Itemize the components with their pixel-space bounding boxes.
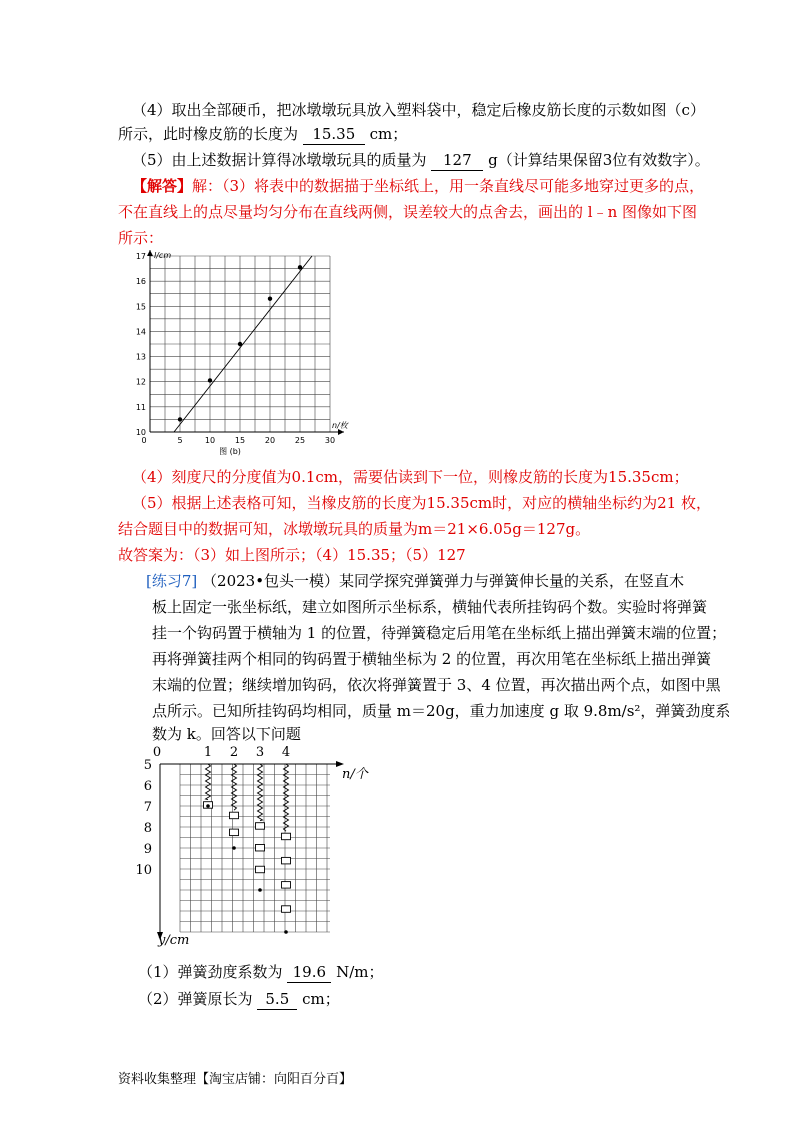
y-tick-label: 14 [135,327,146,337]
exercise-line5: 末端的位置；继续增加钩码，依次将弹簧置于 3、4 位置，再次描出两个点，如图中黑 [152,676,721,694]
data-point [178,417,182,421]
spring-graph [135,742,400,952]
data-point [238,342,242,346]
q5-line [132,150,710,171]
data-point [284,930,288,934]
exercise-text1: （2023•包头一模）某同学探究弹簧弹力与弹簧伸长量的关系，在竖直木 [202,572,685,590]
x-tick-label: 1 [203,745,213,760]
x-tick-label: 25 [294,436,306,445]
x-axis-label: n/枚 [332,421,348,430]
q5-pre: （5）由上述数据计算得冰墩墩玩具的质量为 [132,151,427,169]
weight-block [230,812,239,819]
y-tick-label: 9 [143,842,152,857]
y-tick-label: 17 [135,252,146,261]
weight-block [230,829,239,836]
x-tick-label: 20 [264,436,276,445]
exercise-line6: 点所示。已知所挂钩码均相同，质量 m＝20g，重力加速度 g 取 9.8m/s²，弹簧劲度系 [152,702,731,720]
y-tick-label: 5 [143,758,152,773]
spring [206,764,211,800]
weight-block [256,823,265,830]
weight-block [282,833,291,840]
weight-block [282,882,291,889]
y-tick-label: 10 [135,863,152,878]
answer-line: 故答案为：（3）如上图所示；（4）15.35；（5）127 [118,546,466,564]
spring [284,764,289,831]
data-point [232,846,236,850]
part2-answer: 5.5 [257,989,297,1010]
part2-pre: （2）弹簧原长为 [138,990,253,1008]
part1-post: N/m； [336,963,384,981]
x-tick-label: 3 [255,745,265,760]
exercise-line4: 再将弹簧挂两个相同的钩码置于横轴坐标为 2 的位置，再次用笔在坐标纸上描出弹簧 [152,650,712,668]
y-tick-label: 10 [135,428,146,437]
x-axis-label: n/个 [342,767,368,782]
solution-line2: 不在直线上的点尽量均匀分布在直线两侧，误差较大的点舍去，画出的 l﹣n 图像如下图 [118,203,697,221]
y-tick-label: 13 [135,352,146,362]
y-axis-arrow [147,250,153,256]
part1-pre: （1）弹簧劲度系数为 [138,963,283,981]
q4-line1: （4）取出全部硬币，把冰墩墩玩具放入塑料袋中，稳定后橡皮筋长度的示数如图（c） [132,101,705,119]
l-n-graph [128,250,368,465]
weight-block [282,857,291,864]
part2-line [138,989,340,1010]
x-tick-label: 4 [281,745,291,760]
exercise-line2: 板上固定一张坐标纸，建立如图所示坐标系，横轴代表所挂钩码个数。实验时将弹簧 [152,598,708,616]
part1-answer: 19.6 [287,962,331,983]
x-tick-label: 5 [177,436,183,445]
data-point [258,888,262,892]
weight-block [256,844,265,851]
y-tick-label: 8 [143,821,152,836]
y-tick-label: 11 [135,402,146,412]
q4-line2 [118,124,407,145]
data-point [208,378,212,382]
solution-line3: 所示： [118,229,164,247]
x-tick-label: 10 [204,436,216,445]
exercise-line1 [146,571,684,591]
q4-answer: 15.35 [303,124,365,145]
exercise-line3: 挂一个钩码置于横轴为 1 的位置，待弹簧稳定后用笔在坐标纸上描出弹簧末端的位置； [152,624,727,642]
solution-5-line1: （5）根据上述表格可知，当橡皮筋的长度为15.35cm时，对应的横轴坐标约为21 枚， [132,494,711,512]
weight-block [282,906,291,913]
footer: 资料收集整理【淘宝店铺：向阳百分百】 [118,1072,353,1087]
q4-line2-pre: 所示，此时橡皮筋的长度为 [118,125,299,143]
q5-answer: 127 [431,150,483,171]
y-tick-label: 7 [143,800,152,815]
q4-line2-post: cm； [369,125,408,143]
x-tick-label: 15 [234,436,246,445]
x-tick-label: 0 [141,436,147,445]
solution-tag: 【解答】 [132,177,193,195]
data-point [268,297,272,301]
data-point [298,265,302,269]
x-tick-label: 2 [229,745,239,760]
q5-post: g（计算结果保留3位有效数字）。 [488,151,710,169]
part1-line [138,962,384,983]
y-axis-label: y/cm [158,933,190,948]
y-tick-label: 12 [135,377,146,387]
part2-post: cm； [302,990,340,1008]
x-tick-label: 30 [324,436,336,445]
exercise-tag: [练习7] [146,572,198,590]
solution-text1: 解：（3）将表中的数据描于坐标纸上，用一条直线尽可能多地穿过更多的点， [192,177,705,195]
solution-5-line2: 结合题目中的数据可知，冰墩墩玩具的质量为m＝21×6.05g＝127g。 [118,520,591,538]
y-tick-label: 16 [135,277,146,287]
y-axis-label: l/cm [154,251,172,260]
spring [258,764,263,821]
chart-title: 图 (b) [219,447,241,456]
y-tick-label: 6 [143,779,152,794]
y-tick-label: 15 [135,302,146,312]
weight-block [256,866,265,873]
solution-4: （4）刻度尺的分度值为0.1cm，需要估读到下一位，则橡皮筋的长度为15.35cm； [132,468,689,486]
exercise-line7: 数为 k。回答以下问题 [152,725,301,743]
data-point [206,804,210,808]
x-tick-label: 0 [152,745,162,760]
solution-line1 [132,176,704,196]
